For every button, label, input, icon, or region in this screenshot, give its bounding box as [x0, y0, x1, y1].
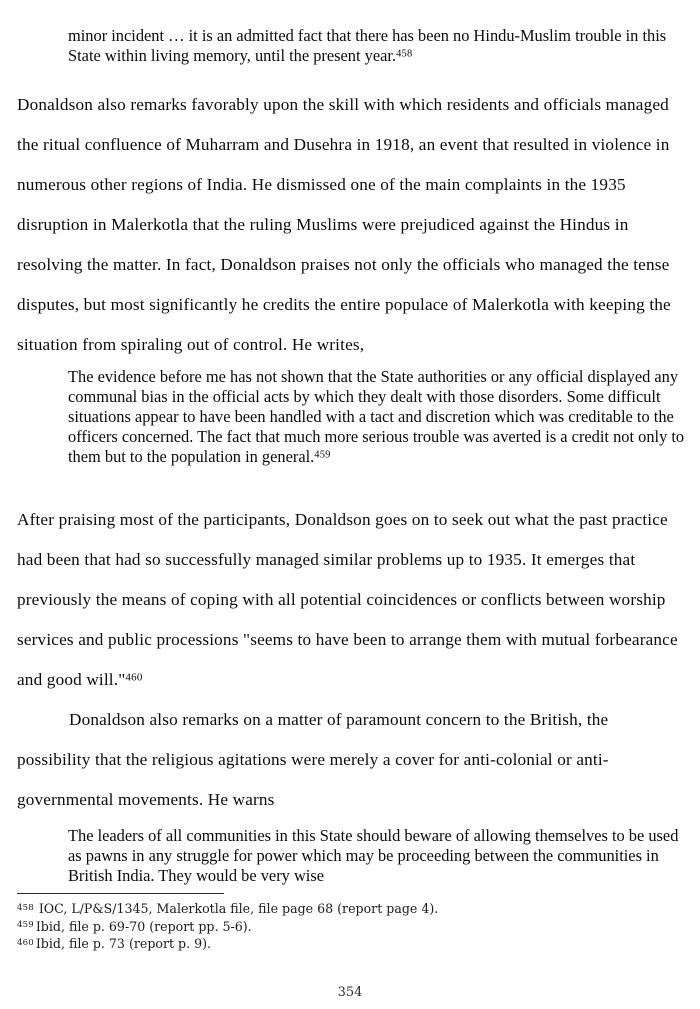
footnote-marker-458: 458 [396, 48, 413, 60]
block-quote-middle-body: The evidence before me has not shown that the State authorities or any official displayed any communal bias in the official acts by which they dealt with those disorders. Some difficult situations appear to have been handled with a tact and discretion which was creditable to the officers concerned. The fact that much more serious trouble was averted is a credit not only to them but to the population in general. [68, 367, 685, 467]
block-quote-top-text [17, 26, 685, 66]
footnote-item [17, 935, 685, 953]
block-quote-bottom-text: The leaders of all communities in this State should beware of allowing themselves to be used as pawns in any struggle for power which may be proceeding between the communities in British India. They would be very wise [68, 826, 679, 886]
body-paragraph-1-text: Donaldson also remarks favorably upon the skill with which residents and officials managed the ritual confluence of Muharram and Dusehra in 1918, an event that resulted in violence in numerous other regions of India. He dismissed one of the main complaints in the 1935 disruption in Malerkotla that the ruling Muslims were prejudiced against the Hindus in resolving the matter. In fact, Donaldson praises not only the officials who managed the tense disputes, but most significantly he credits the entire populace of Malerkotla with keeping the situation from spiraling out of control. He writes, [17, 95, 671, 354]
footnote-text: Ibid, file p. 73 (report p. 9). [35, 936, 212, 952]
block-quote-top [17, 26, 685, 66]
block-quote-bottom [17, 826, 685, 886]
block-quote-middle-text [17, 367, 685, 467]
footnote-number: 458 [17, 902, 34, 913]
footnote-list [17, 900, 685, 953]
footnote-number: 460 [17, 937, 34, 948]
body-paragraph-2-body: After praising most of the participants, Donaldson goes on to seek out what the past practice had been that had so successfully managed similar problems up to 1935. It emerges that previously the means of coping with all potential coincidences or conflicts between worship services and public processions "seems to have been to arrange them with mutual forbearance and good will." [17, 510, 678, 689]
block-quote-middle [17, 367, 685, 467]
footnote-area [17, 893, 685, 953]
body-paragraph-2-text [17, 500, 685, 700]
body-paragraph-2 [17, 500, 685, 700]
body-paragraph-3 [17, 700, 685, 820]
footnote-marker-459: 459 [314, 449, 331, 461]
body-paragraph-3-text: Donaldson also remarks on a matter of paramount concern to the British, the possibility that the religious agitations were merely a cover for anti-colonial or anti-governmental movements. He warns [17, 710, 609, 809]
footnote-text: Ibid, file p. 69-70 (report pp. 5-6). [35, 918, 252, 934]
footnote-number: 459 [17, 920, 34, 931]
body-paragraph-1 [17, 85, 685, 365]
footnote-item [17, 918, 685, 936]
page-number: 354 [337, 985, 363, 1000]
footnote-marker-460: 460 [125, 671, 143, 684]
footnote-separator-rule [17, 893, 224, 894]
block-quote-top-body: minor incident … it is an admitted fact that there has been no Hindu-Muslim trouble in this State within living memory, until the present year. [68, 26, 667, 66]
footnote-text: IOC, L/P&S/1345, Malerkotla file, file page 68 (report page 4). [38, 901, 439, 916]
footnote-item [17, 900, 685, 918]
